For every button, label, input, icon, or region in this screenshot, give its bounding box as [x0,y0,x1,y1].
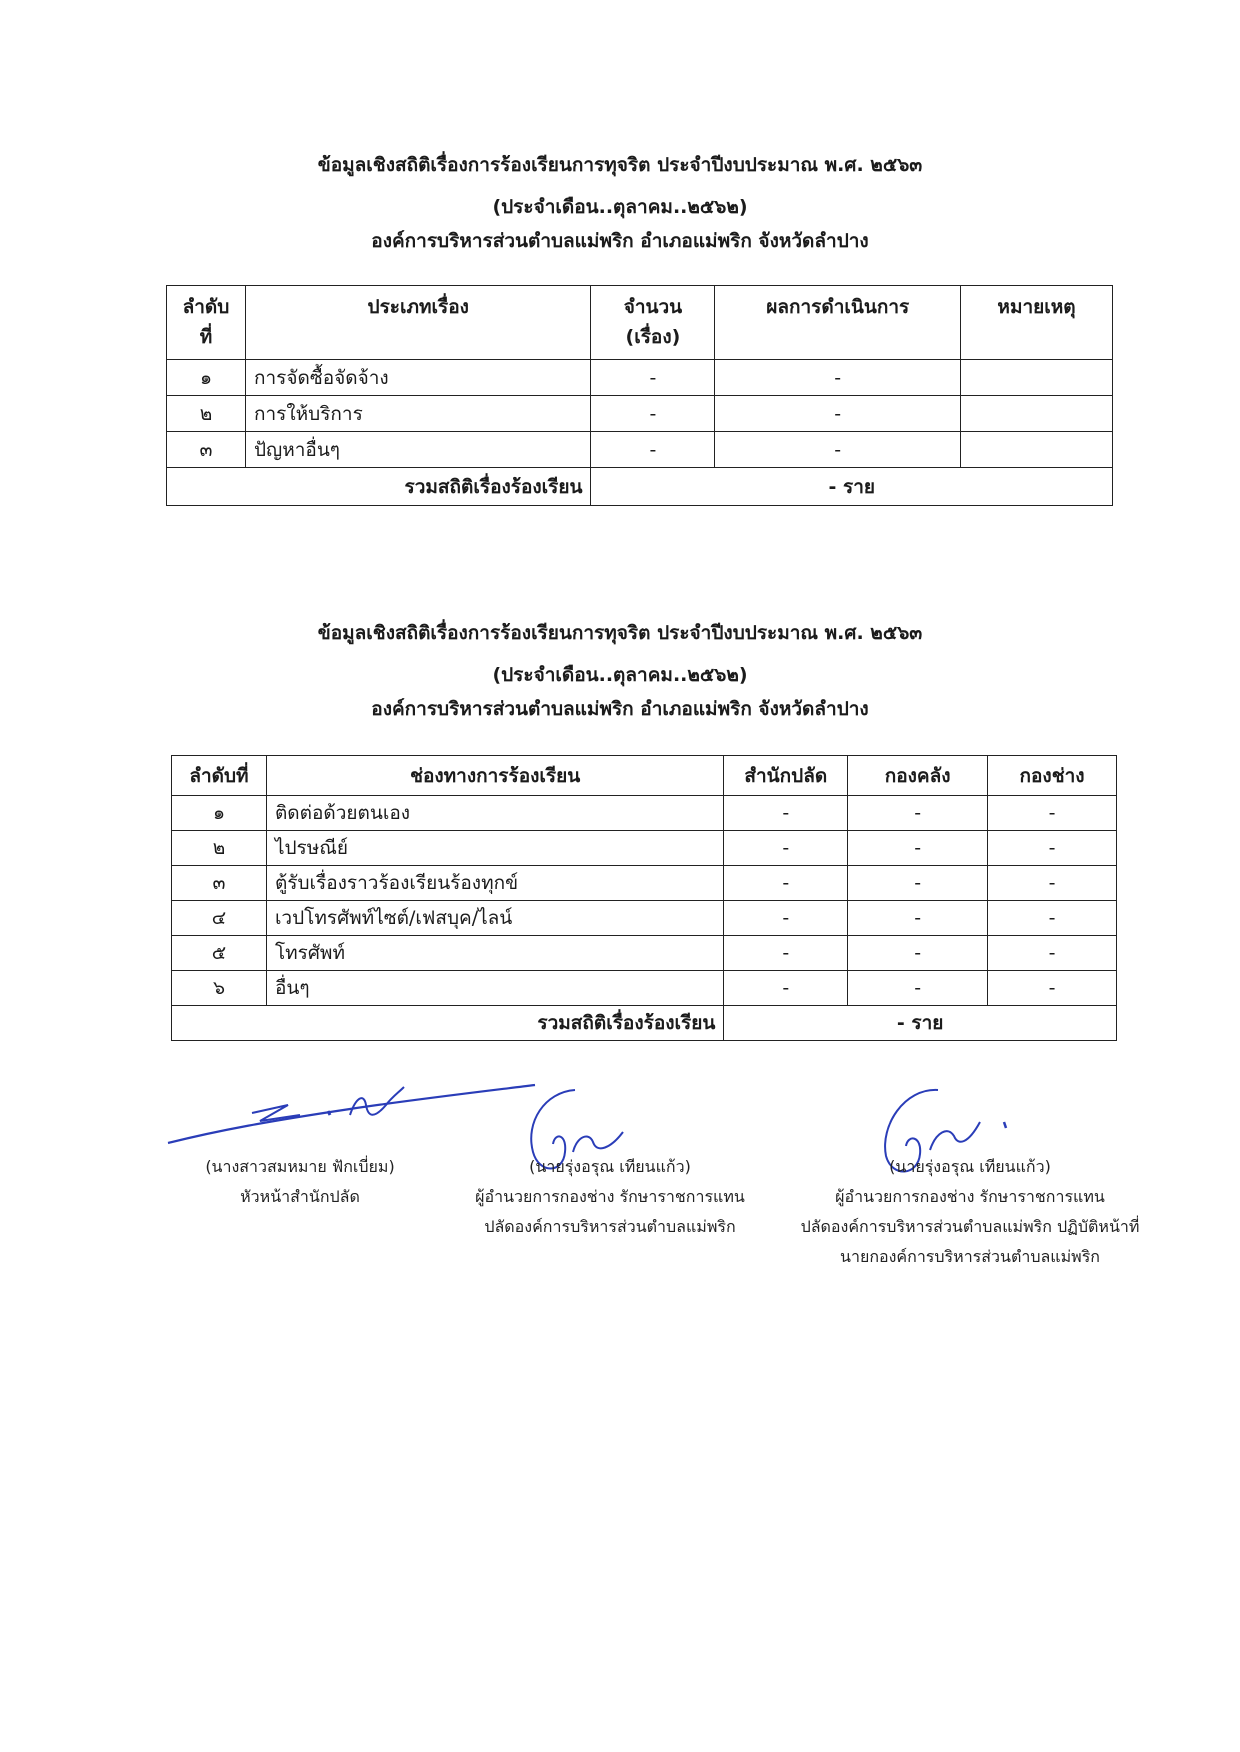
table-row [172,936,1117,971]
signature-position: ปลัดองค์การบริหารส่วนตำบลแม่พริก ปฏิบัติหน้าที่ [800,1217,1140,1236]
row-finance: - [848,901,988,936]
row-remark [961,432,1113,468]
signature-block-1 [150,1152,450,1212]
col-header-finance: กองคลัง [848,756,988,796]
row-no: ๒ [172,831,267,866]
row-engineering: - [988,796,1117,831]
col-header-remark: หมายเหตุ [961,286,1113,360]
row-count: - [591,396,715,432]
col-header-no: ลำดับ ที่ [167,286,246,360]
row-finance: - [848,796,988,831]
row-type: การจัดซื้อจัดจ้าง [245,360,591,396]
section1-title: ข้อมูลเชิงสถิติเรื่องการร้องเรียนการทุจริต ประจำปีงบประมาณ พ.ศ. ๒๕๖๓ [317,154,923,176]
signature-block-2 [440,1152,780,1242]
row-office: - [724,936,848,971]
row-type: การให้บริการ [245,396,591,432]
col-header-channel: ช่องทางการร้องเรียน [266,756,723,796]
table-row [167,360,1113,396]
row-office: - [724,866,848,901]
row-channel: ติดต่อด้วยตนเอง [266,796,723,831]
signature-name: (นางสาวสมหมาย ฟักเบี่ยม) [205,1157,395,1176]
row-count: - [591,432,715,468]
col-header-no: ลำดับที่ [172,756,267,796]
col-header-result: ผลการดำเนินการ [715,286,961,360]
col-header-type: ประเภทเรื่อง [245,286,591,360]
row-result: - [715,360,961,396]
row-type: ปัญหาอื่นๆ [245,432,591,468]
row-finance: - [848,866,988,901]
row-no: ๓ [172,866,267,901]
row-no: ๒ [167,396,246,432]
row-count: - [591,360,715,396]
col-header-engineering: กองช่าง [988,756,1117,796]
row-engineering: - [988,866,1117,901]
row-channel: เวปโทรศัพท์ไซต์/เฟสบุค/ไลน์ [266,901,723,936]
total-label: รวมสถิติเรื่องร้องเรียน [167,468,591,506]
table-row [172,971,1117,1006]
signature-position: หัวหน้าสำนักปลัด [240,1187,360,1206]
row-engineering: - [988,901,1117,936]
row-finance: - [848,971,988,1006]
row-engineering: - [988,971,1117,1006]
signature-name: (นายรุ่งอรุณ เทียนแก้ว) [889,1157,1051,1176]
row-no: ๔ [172,901,267,936]
row-channel: ไปรษณีย์ [266,831,723,866]
complaint-type-table [166,285,1113,506]
complaint-channel-table [171,755,1117,1041]
signature-name: (นายรุ่งอรุณ เทียนแก้ว) [529,1157,691,1176]
signature-position: ปลัดองค์การบริหารส่วนตำบลแม่พริก [484,1217,736,1236]
table-row [167,432,1113,468]
row-channel: อื่นๆ [266,971,723,1006]
row-no: ๕ [172,936,267,971]
col-header-count: จำนวน (เรื่อง) [591,286,715,360]
row-finance: - [848,936,988,971]
section1-month-line: (ประจำเดือน..ตุลาคม..๒๕๖๒) [492,196,748,218]
section2-month-line: (ประจำเดือน..ตุลาคม..๒๕๖๒) [492,664,748,686]
section2-org: องค์การบริหารส่วนตำบลแม่พริก อำเภอแม่พริก จังหวัดลำปาง [371,698,869,720]
total-row [172,1006,1117,1041]
signature-position: ผู้อำนวยการกองช่าง รักษาราชการแทน [835,1187,1105,1206]
row-office: - [724,831,848,866]
row-remark [961,360,1113,396]
row-engineering: - [988,831,1117,866]
row-result: - [715,396,961,432]
row-channel: โทรศัพท์ [266,936,723,971]
row-office: - [724,971,848,1006]
table-header-row [172,756,1117,796]
row-no: ๓ [167,432,246,468]
total-value: - ราย [724,1006,1117,1041]
row-office: - [724,901,848,936]
signature-block-3 [770,1152,1170,1272]
row-no: ๑ [172,796,267,831]
table-row [172,866,1117,901]
section1-org: องค์การบริหารส่วนตำบลแม่พริก อำเภอแม่พริก จังหวัดลำปาง [371,230,869,252]
row-no: ๖ [172,971,267,1006]
total-value: - ราย [591,468,1113,506]
signature-position: นายกองค์การบริหารส่วนตำบลแม่พริก [840,1247,1100,1266]
row-office: - [724,796,848,831]
table-row [172,831,1117,866]
table-row [167,396,1113,432]
signature-position: ผู้อำนวยการกองช่าง รักษาราชการแทน [475,1187,745,1206]
row-remark [961,396,1113,432]
total-row [167,468,1113,506]
section2-title: ข้อมูลเชิงสถิติเรื่องการร้องเรียนการทุจริต ประจำปีงบประมาณ พ.ศ. ๒๕๖๓ [317,622,923,644]
row-finance: - [848,831,988,866]
table-row [172,901,1117,936]
row-channel: ตู้รับเรื่องราวร้องเรียนร้องทุกข์ [266,866,723,901]
table-row [172,796,1117,831]
table-header-row [167,286,1113,360]
signature-1-mark [160,1075,540,1155]
row-result: - [715,432,961,468]
col-header-office: สำนักปลัด [724,756,848,796]
total-label: รวมสถิติเรื่องร้องเรียน [172,1006,724,1041]
row-no: ๑ [167,360,246,396]
row-engineering: - [988,936,1117,971]
